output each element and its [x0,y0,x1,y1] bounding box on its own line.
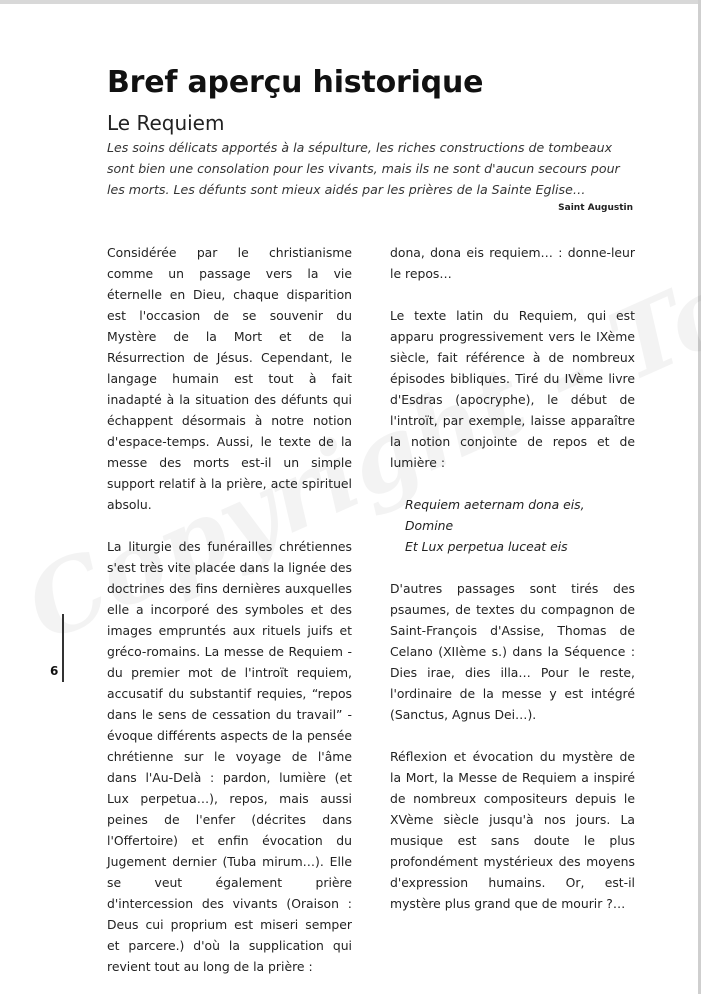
right-paragraph-4: Réflexion et évocation du mystère de la Mort, la Messe de Requiem a inspiré de nombreux compositeurs depuis le XVème siècle jusqu'à nos jours. La musique est sans doute le plus profondément mystérieux des moyens d'expression humains. Or, est-il mystère plus grand que de mourir ?… [390,749,635,911]
right-paragraph-2: Le texte latin du Requiem, qui est apparu progressivement vers le IXème siècle, fait référence à de nombreux épisodes bibliques. Tiré du IVème livre d'Esdras (apocryphe), le début de l'introït, par exemple, laisse apparaître la notion conjointe de repos et de lumière : [390,308,635,470]
page-number-rule [62,614,64,682]
latin-quote-line-1: Requiem aeternam dona eis, Domine [405,497,585,533]
page-subtitle: Le Requiem [107,111,225,135]
left-paragraph-1: Considérée par le christianisme comme un passage vers la vie éternelle en Dieu, chaque disparition est l'occasion de se souvenir du Mystère de la Mort et de la Résurrection de Jésus. Cependant, le langage humain est tout à fait inadapté à la situation des défunts qui échappent désormais à notre notion d'espace-temps. Aussi, le texte de la messe des morts est-il un simple support relatif à la prière, acte spirituel absolu. [107,245,352,512]
latin-quote-line-2: Et Lux perpetua luceat eis [405,539,568,554]
epigraph-quote: Les soins délicats apportés à la sépulture, les riches constructions de tombeaux sont bien une consolation pour les vivants, mais ils ne sont d'aucun secours pour les morts. Les défunts sont mieux aidés par les prières de la Sainte Eglise… [107,140,620,197]
right-paragraph-1: dona, dona eis requiem… : donne-leur le repos… [390,245,635,281]
page-title: Bref aperçu historique [107,65,484,100]
epigraph-author: Saint Augustin [558,203,633,213]
scan-edge-top [0,0,701,4]
page-number: 6 [50,664,59,678]
right-column [390,242,635,935]
left-paragraph-2: La liturgie des funérailles chrétiennes s'est très vite placée dans la lignée des doctrines des fins dernières auxquelles elle a incorporé des symboles et des images empruntés aux rituels juifs et gréco-romains. La messe de Requiem - du premier mot de l'introït requiem, accusatif du substantif requies, “repos dans le sens de cessation du travail” - évoque différents aspects de la pensée chrétienne sur le voyage de l'âme dans l'Au-Delà : pardon, lumière (et Lux perpetua…), repos, mais aussi peines de l'enfer (décrites dans l'Offertoire) et enfin évocation du Jugement dernier (Tuba mirum…). Elle se veut également prière d'intercession des vivants (Oraison : Deus cui proprium est miseri semper et parcere.) d'où la supplication qui revient tout au long de la prière : [107,539,352,974]
left-column [107,242,352,998]
right-paragraph-3: D'autres passages sont tirés des psaumes, de textes du compagnon de Saint-François d'Assise, Thomas de Celano (XIIème s.) dans la Séquence : Dies irae, dies illa… Pour le reste, l'ordinaire de la messe y est intégré (Sanctus, Agnus Dei…). [390,581,635,722]
latin-quote [405,494,635,557]
